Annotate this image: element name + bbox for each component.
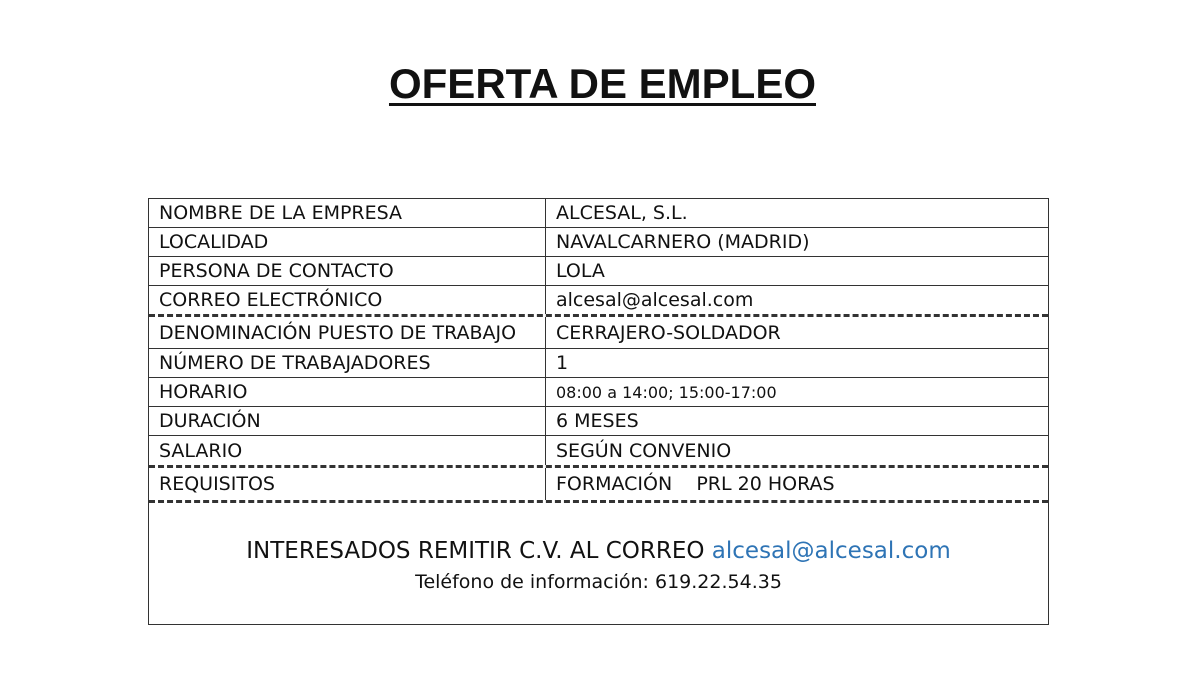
info-phone: Teléfono de información: 619.22.54.35 [415,571,782,593]
company-name-label: NOMBRE DE LA EMPRESA [149,199,546,227]
apply-instruction-text: INTERESADOS REMITIR C.V. AL CORREO [246,538,712,564]
table-row-duration [149,407,1048,436]
workers-count-label: NÚMERO DE TRABAJADORES [149,349,546,377]
company-name-value: ALCESAL, S.L. [556,202,688,224]
salary-value: SEGÚN CONVENIO [556,439,732,462]
table-row-schedule [149,378,1048,407]
table-row-locality [149,228,1048,257]
table-row-position [149,317,1048,349]
email-label: CORREO ELECTRÓNICO [149,286,546,314]
schedule-label: HORARIO [149,378,546,406]
contact-footer [149,535,1048,595]
page-title-text: OFERTA DE EMPLEO [388,60,816,107]
page-title [0,58,1179,110]
requirements-label: REQUISITOS [149,468,546,500]
contact-person-value: LOLA [556,260,605,282]
table-row-requirements [149,468,1048,503]
locality-label: LOCALIDAD [149,228,546,256]
locality-value: NAVALCARNERO (MADRID) [556,231,810,253]
duration-label: DURACIÓN [149,407,546,435]
job-offer-table [148,198,1049,625]
workers-count-value: 1 [556,352,569,374]
email-value: alcesal@alcesal.com [556,289,754,311]
table-row-email [149,286,1048,317]
schedule-value: 08:00 a 14:00; 15:00-17:00 [556,382,777,402]
apply-email-link[interactable]: alcesal@alcesal.com [711,538,951,564]
position-value: CERRAJERO-SOLDADOR [556,321,781,344]
table-row-company [149,199,1048,228]
table-row-contact [149,257,1048,286]
table-row-salary [149,436,1048,468]
contact-person-label: PERSONA DE CONTACTO [149,257,546,285]
salary-label: SALARIO [149,436,546,465]
apply-instruction [149,535,1048,567]
requirements-value: FORMACIÓN PRL 20 HORAS [556,473,835,495]
table-row-workers [149,349,1048,378]
position-label: DENOMINACIÓN PUESTO DE TRABAJO [149,317,546,348]
duration-value: 6 MESES [556,410,639,432]
